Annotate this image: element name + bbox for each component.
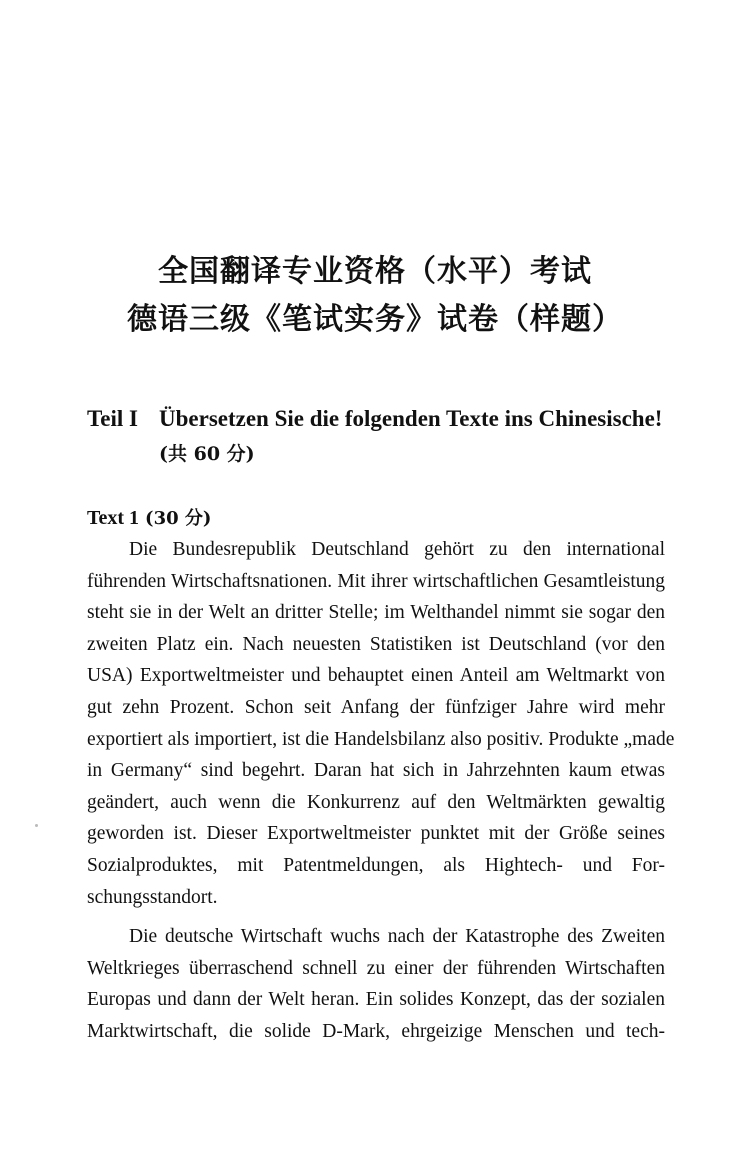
paragraph-line: Marktwirtschaft, die solide D-Mark, ehrgeizige Menschen und tech- xyxy=(87,1020,665,1042)
paragraph-line: Weltkrieges überraschend schnell zu einer der führenden Wirtschaften xyxy=(87,957,665,979)
paragraph-line: Sozialproduktes, mit Patentmeldungen, als Hightech- und For- xyxy=(87,854,665,876)
paragraph-line: USA) Exportweltmeister und behauptet einen Anteil am Weltmarkt von xyxy=(87,665,665,687)
paragraph-line: Die deutsche Wirtschaft wuchs nach der Katastrophe des Zweiten xyxy=(129,926,665,948)
paragraph-line: führenden Wirtschaftsnationen. Mit ihrer wirtschaftlichen Gesamtleistung xyxy=(87,570,665,592)
paragraph-2 xyxy=(87,921,665,1047)
exam-title-line-1: 全国翻译专业资格（水平）考试 xyxy=(158,254,592,289)
section-points: (共 60 分) xyxy=(159,443,255,465)
margin-mark xyxy=(35,824,38,827)
paragraph-line: geworden ist. Dieser Exportweltmeister punktet mit der Größe seines xyxy=(87,823,665,845)
paragraph-line: geändert, auch wenn die Konkurrenz auf den Weltmärkten gewaltig xyxy=(87,791,665,813)
exam-title xyxy=(0,248,750,344)
section-number: Teil I xyxy=(87,406,138,431)
text-1-heading xyxy=(87,503,211,534)
paragraph-line: Europas und dann der Welt heran. Ein solides Konzept, das der sozialen xyxy=(87,989,665,1011)
paragraph-line: zweiten Platz ein. Nach neuesten Statistiken ist Deutschland (vor den xyxy=(87,633,665,655)
section-heading xyxy=(87,403,677,469)
text-1-points: (30 分) xyxy=(145,508,212,529)
section-instruction: Übersetzen Sie die folgenden Texte ins Chinesische! xyxy=(159,406,663,431)
text-1-label: Text 1 xyxy=(87,507,140,529)
paragraph-line: schungsstandort. xyxy=(87,886,218,908)
exam-title-line-2: 德语三级《笔试实务》试卷（样题） xyxy=(127,302,623,337)
paragraph-line: exportiert als importiert, ist die Handelsbilanz also positiv. Produkte „made xyxy=(87,728,675,750)
paragraph-1 xyxy=(87,534,675,913)
text-1-body xyxy=(87,534,675,1048)
paragraph-line: steht sie in der Welt an dritter Stelle; im Welthandel nimmt sie sogar den xyxy=(87,602,665,624)
paragraph-line: in Germany“ sind begehrt. Daran hat sich in Jahrzehnten kaum etwas xyxy=(87,760,665,782)
paragraph-line: gut zehn Prozent. Schon seit Anfang der fünfziger Jahre wird mehr xyxy=(87,696,665,718)
paragraph-line: Die Bundesrepublik Deutschland gehört zu den international xyxy=(129,539,665,560)
